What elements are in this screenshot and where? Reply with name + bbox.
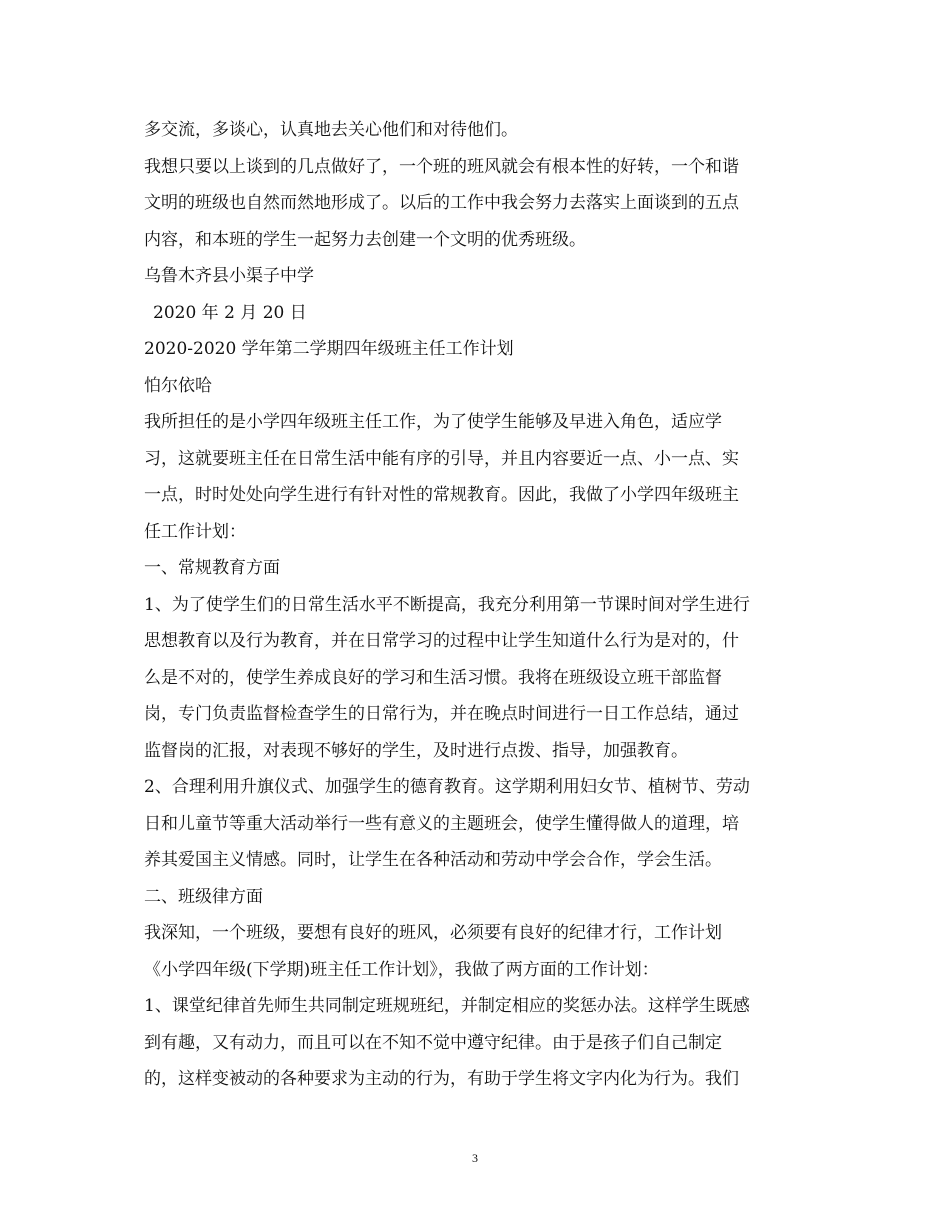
section-heading: 二、班级律方面 xyxy=(144,886,263,907)
text-line: 内容，和本班的学生一起努力去创建一个文明的优秀班级。 xyxy=(144,229,586,250)
text-line: 《小学四年级(下学期)班主任工作计划》，我做了两方面的工作计划： xyxy=(144,959,659,980)
text-line: 一点，时时处处向学生进行有针对性的常规教育。因此，我做了小学四年级班主 xyxy=(144,485,739,505)
text-line: 任工作计划： xyxy=(144,521,246,542)
text-line: 1、课堂纪律首先师生共同制定班规班纪，并制定相应的奖惩办法。这样学生既感 xyxy=(144,996,750,1016)
author-name: 怕尔依哈 xyxy=(144,375,212,396)
page-number: 3 xyxy=(472,1151,478,1165)
text-line: 习，这就要班主任在日常生活中能有序的引导，并且内容要近一点、小一点、实 xyxy=(144,448,739,469)
school-name: 乌鲁木齐县小渠子中学 xyxy=(144,266,314,286)
text-line: 到有趣，又有动力，而且可以在不知不觉中遵守纪律。由于是孩子们自己制定 xyxy=(144,1032,722,1053)
text-line: 1、为了使学生们的日常生活水平不断提高，我充分利用第一节课时间对学生进行 xyxy=(144,594,750,615)
text-line: 思想教育以及行为教育，并在日常学习的过程中让学生知道什么行为是对的，什 xyxy=(144,631,739,651)
text-line: 监督岗的汇报，对表现不够好的学生，及时进行点拨、指导，加强教育。 xyxy=(144,740,688,761)
plan-title: 2020-2020 学年第二学期四年级班主任工作计划 xyxy=(144,339,514,359)
text-line: 多交流，多谈心，认真地去关心他们和对待他们。 xyxy=(144,120,518,140)
section-heading: 一、常规教育方面 xyxy=(144,558,280,578)
text-line: 我深知，一个班级，要想有良好的班风，必须要有良好的纪律才行，工作计划 xyxy=(144,923,722,943)
document-body xyxy=(144,112,814,1098)
text-line: 么是不对的，使学生养成良好的学习和生活习惯。我将在班级设立班干部监督 xyxy=(144,667,722,688)
text-line: 日和儿童节等重大活动举行一些有意义的主题班会，使学生懂得做人的道理，培 xyxy=(144,813,739,834)
text-line: 2、合理利用升旗仪式、加强学生的德育教育。这学期利用妇女节、植树节、劳动 xyxy=(144,777,750,797)
text-line: 我想只要以上谈到的几点做好了，一个班的班风就会有根本性的好转，一个和谐 xyxy=(144,156,739,177)
text-line: 岗，专门负责监督检查学生的日常行为，并在晚点时间进行一日工作总结，通过 xyxy=(144,704,739,724)
text-line: 的，这样变被动的各种要求为主动的行为，有助于学生将文字内化为行为。我们 xyxy=(144,1069,739,1089)
text-line: 我所担任的是小学四年级班主任工作，为了使学生能够及早进入角色，适应学 xyxy=(144,412,722,432)
text-line: 文明的班级也自然而然地形成了。以后的工作中我会努力去落实上面谈到的五点 xyxy=(144,193,739,213)
text-line: 养其爱国主义情感。同时，让学生在各种活动和劳动中学会合作，学会生活。 xyxy=(144,850,722,870)
date-line: 2020 年 2 月 20 日 xyxy=(153,302,307,323)
